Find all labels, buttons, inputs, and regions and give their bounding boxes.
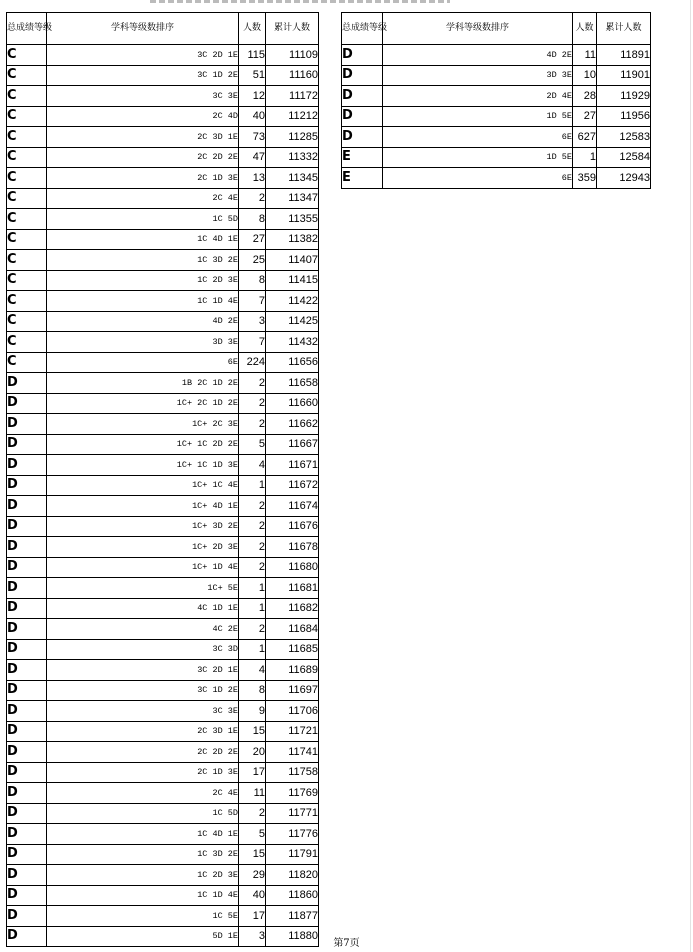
cell-count: 2 [239,496,266,517]
cell-cumulative: 11956 [597,106,651,127]
cell-count: 27 [573,106,597,127]
cell-combo: 1B 2C 1D 2E [47,373,239,394]
cell-cumulative: 11674 [266,496,319,517]
table-row [342,106,651,127]
cell-cumulative: 11877 [266,906,319,927]
header-count: 人数 [573,13,597,45]
cell-count: 15 [239,721,266,742]
cell-cumulative: 11422 [266,291,319,312]
cell-count: 15 [239,844,266,865]
cell-combo: 1C 5D [47,803,239,824]
cell-cumulative: 11680 [266,557,319,578]
cell-cumulative: 11285 [266,127,319,148]
cell-count: 47 [239,147,266,168]
header-grade: 总成绩等级 [7,13,47,45]
cell-count: 2 [239,414,266,435]
cell-combo: 6E [47,352,239,373]
cell-cumulative: 11660 [266,393,319,414]
cell-cumulative: 11791 [266,844,319,865]
cell-grade: D [7,742,47,763]
cell-count: 2 [239,537,266,558]
cell-cumulative: 11721 [266,721,319,742]
cell-grade: C [7,270,47,291]
cell-combo: 2C 2D 2E [47,742,239,763]
table-row [7,291,319,312]
cell-combo: 1C 4D 1E [47,824,239,845]
cell-combo: 2C 1D 3E [47,168,239,189]
cell-count: 2 [239,188,266,209]
cell-count: 3 [239,926,266,947]
cell-combo: 3C 1D 2E [47,65,239,86]
cell-count: 17 [239,762,266,783]
cell-combo: 4D 2E [47,311,239,332]
cell-count: 17 [239,906,266,927]
cell-grade: E [342,168,383,189]
cell-count: 1 [573,147,597,168]
table-row [7,475,319,496]
cell-count: 13 [239,168,266,189]
cell-cumulative: 11109 [266,45,319,66]
cell-combo: 3C 3E [47,701,239,722]
cell-cumulative: 11160 [266,65,319,86]
cell-count: 40 [239,106,266,127]
cell-count: 10 [573,65,597,86]
cell-count: 1 [239,475,266,496]
grade-table-left [6,12,319,947]
cell-count: 2 [239,557,266,578]
cell-grade: D [7,619,47,640]
cell-cumulative: 11741 [266,742,319,763]
cell-count: 51 [239,65,266,86]
cell-grade: D [7,906,47,927]
cell-cumulative: 11880 [266,926,319,947]
cell-combo: 1C+ 1D 4E [47,557,239,578]
cell-cumulative: 11662 [266,414,319,435]
table-row [7,311,319,332]
cell-count: 1 [239,639,266,660]
cell-cumulative: 11172 [266,86,319,107]
table-row [342,127,651,148]
table-row [342,86,651,107]
cell-combo: 1D 5E [383,106,573,127]
cell-cumulative: 11929 [597,86,651,107]
table-row [7,660,319,681]
table-row [7,844,319,865]
table-row [7,865,319,886]
cell-grade: D [7,537,47,558]
cell-grade: D [7,721,47,742]
cell-count: 12 [239,86,266,107]
cell-combo: 1C 4D 1E [47,229,239,250]
cell-combo: 1C 2D 3E [47,270,239,291]
cell-grade: C [7,127,47,148]
table-row [7,701,319,722]
cell-count: 627 [573,127,597,148]
cell-count: 2 [239,803,266,824]
table-row [7,803,319,824]
table-row [7,414,319,435]
table-row [7,86,319,107]
table-row [7,393,319,414]
cell-count: 1 [239,598,266,619]
cell-combo: 3C 3D [47,639,239,660]
table-row [7,270,319,291]
table-row [7,906,319,927]
cell-count: 4 [239,455,266,476]
cell-combo: 2C 2D 2E [47,147,239,168]
cell-combo: 1C+ 5E [47,578,239,599]
cell-combo: 4C 2E [47,619,239,640]
cell-combo: 3C 3E [47,86,239,107]
cell-grade: C [7,311,47,332]
table-row [7,619,319,640]
cell-count: 224 [239,352,266,373]
cell-grade: D [7,393,47,414]
cell-cumulative: 11689 [266,660,319,681]
cell-cumulative: 11769 [266,783,319,804]
cell-grade: D [7,557,47,578]
cell-cumulative: 11656 [266,352,319,373]
cell-combo: 4C 1D 1E [47,598,239,619]
table-row [7,106,319,127]
cell-combo: 2C 4E [47,188,239,209]
cell-grade: D [7,414,47,435]
table-row [7,783,319,804]
table-row [7,434,319,455]
cell-cumulative: 11658 [266,373,319,394]
cell-combo: 6E [383,127,573,148]
cell-combo: 3D 3E [47,332,239,353]
cell-combo: 1D 5E [383,147,573,168]
table-row [7,250,319,271]
cell-cumulative: 11820 [266,865,319,886]
cell-count: 359 [573,168,597,189]
cell-grade: D [342,127,383,148]
cell-cumulative: 11672 [266,475,319,496]
cell-combo: 3D 3E [383,65,573,86]
cell-combo: 1C+ 3D 2E [47,516,239,537]
table-row [7,639,319,660]
table-row [7,188,319,209]
cell-count: 3 [239,311,266,332]
cell-grade: D [342,106,383,127]
table-header-row [342,13,651,45]
cell-count: 7 [239,291,266,312]
cell-grade: D [7,578,47,599]
cell-grade: D [7,496,47,517]
cell-combo: 5D 1E [47,926,239,947]
cell-grade: D [7,783,47,804]
cell-grade: D [7,885,47,906]
table-row [7,127,319,148]
cell-cumulative: 11671 [266,455,319,476]
cell-cumulative: 11860 [266,885,319,906]
table-row [7,352,319,373]
cell-grade: D [342,65,383,86]
cell-grade: C [7,188,47,209]
cell-grade: C [7,65,47,86]
cell-grade: D [7,455,47,476]
table-row [7,332,319,353]
table-row [7,209,319,230]
cell-count: 2 [239,516,266,537]
cell-grade: D [7,660,47,681]
cell-count: 8 [239,209,266,230]
cell-count: 2 [239,393,266,414]
cell-count: 5 [239,434,266,455]
cell-cumulative: 11212 [266,106,319,127]
cell-cumulative: 11697 [266,680,319,701]
cell-grade: C [7,250,47,271]
table-row [342,147,651,168]
cell-grade: D [7,680,47,701]
cell-combo: 1C+ 1C 2D 2E [47,434,239,455]
cell-grade: D [7,926,47,947]
cell-count: 115 [239,45,266,66]
cell-count: 11 [573,45,597,66]
cell-cumulative: 11407 [266,250,319,271]
table-row [7,516,319,537]
cell-count: 2 [239,619,266,640]
cell-combo: 1C 1D 4E [47,291,239,312]
cell-cumulative: 11681 [266,578,319,599]
top-border-fragment [150,0,450,3]
cell-grade: C [7,86,47,107]
table-row [7,229,319,250]
cell-cumulative: 11332 [266,147,319,168]
cell-cumulative: 11676 [266,516,319,537]
cell-cumulative: 11425 [266,311,319,332]
table-row [7,455,319,476]
cell-cumulative: 11685 [266,639,319,660]
cell-count: 4 [239,660,266,681]
cell-count: 73 [239,127,266,148]
cell-combo: 1C 2D 3E [47,865,239,886]
header-combo: 学科等级数排序 [47,13,239,45]
cell-count: 2 [239,373,266,394]
table-row [342,65,651,86]
cell-cumulative: 11758 [266,762,319,783]
cell-grade: C [7,332,47,353]
cell-count: 28 [573,86,597,107]
cell-cumulative: 11415 [266,270,319,291]
cell-combo: 3C 2D 1E [47,660,239,681]
cell-combo: 1C+ 1C 4E [47,475,239,496]
cell-grade: C [7,45,47,66]
cell-combo: 1C 1D 4E [47,885,239,906]
cell-grade: C [7,352,47,373]
cell-cumulative: 11891 [597,45,651,66]
cell-combo: 1C 5D [47,209,239,230]
cell-cumulative: 12943 [597,168,651,189]
cell-grade: D [7,865,47,886]
header-count: 人数 [239,13,266,45]
table-row [7,496,319,517]
header-grade: 总成绩等级 [342,13,383,45]
table-row [7,742,319,763]
table-row [7,578,319,599]
cell-grade: C [7,106,47,127]
cell-grade: C [7,168,47,189]
header-cumulative: 累计人数 [266,13,319,45]
cell-combo: 2C 1D 3E [47,762,239,783]
table-row [7,885,319,906]
table-row [7,680,319,701]
cell-grade: D [342,45,383,66]
cell-count: 1 [239,578,266,599]
cell-cumulative: 11432 [266,332,319,353]
cell-combo: 1C 3D 2E [47,844,239,865]
cell-cumulative: 11776 [266,824,319,845]
cell-combo: 3C 1D 2E [47,680,239,701]
cell-grade: D [7,475,47,496]
table-row [7,65,319,86]
table-row [7,824,319,845]
table-row [7,373,319,394]
table-row [342,168,651,189]
table-row [342,45,651,66]
cell-grade: D [7,824,47,845]
cell-count: 25 [239,250,266,271]
page-edge-line [690,0,691,952]
cell-cumulative: 11382 [266,229,319,250]
cell-count: 5 [239,824,266,845]
cell-cumulative: 11667 [266,434,319,455]
cell-grade: C [7,147,47,168]
cell-count: 9 [239,701,266,722]
cell-grade: D [7,762,47,783]
cell-combo: 2C 3D 1E [47,127,239,148]
table-row [7,598,319,619]
cell-grade: D [7,598,47,619]
page-number: 第7页 [333,938,360,949]
cell-count: 8 [239,270,266,291]
table-row [7,168,319,189]
cell-grade: D [7,803,47,824]
cell-grade: D [7,434,47,455]
cell-combo: 2C 4D [47,106,239,127]
header-cumulative: 累计人数 [597,13,651,45]
cell-grade: D [7,701,47,722]
cell-grade: E [342,147,383,168]
cell-count: 11 [239,783,266,804]
cell-count: 8 [239,680,266,701]
cell-combo: 1C 3D 2E [47,250,239,271]
cell-count: 7 [239,332,266,353]
cell-grade: D [7,516,47,537]
cell-combo: 1C+ 2C 3E [47,414,239,435]
cell-combo: 1C+ 4D 1E [47,496,239,517]
cell-combo: 3C 2D 1E [47,45,239,66]
table-row [7,557,319,578]
table-row [7,721,319,742]
cell-grade: D [7,373,47,394]
cell-cumulative: 11678 [266,537,319,558]
cell-cumulative: 11347 [266,188,319,209]
cell-count: 20 [239,742,266,763]
cell-cumulative: 11706 [266,701,319,722]
cell-grade: C [7,209,47,230]
cell-cumulative: 11682 [266,598,319,619]
header-combo: 学科等级数排序 [383,13,573,45]
cell-cumulative: 11355 [266,209,319,230]
cell-grade: C [7,229,47,250]
cell-count: 40 [239,885,266,906]
table-header-row [7,13,319,45]
table-row [7,45,319,66]
table-row [7,537,319,558]
cell-cumulative: 12584 [597,147,651,168]
cell-cumulative: 12583 [597,127,651,148]
cell-combo: 6E [383,168,573,189]
cell-count: 29 [239,865,266,886]
cell-grade: D [7,844,47,865]
grade-table-right [341,12,651,189]
cell-cumulative: 11901 [597,65,651,86]
cell-count: 27 [239,229,266,250]
table-row [7,147,319,168]
cell-combo: 2D 4E [383,86,573,107]
cell-grade: C [7,291,47,312]
cell-grade: D [7,639,47,660]
cell-combo: 2C 4E [47,783,239,804]
cell-combo: 1C 5E [47,906,239,927]
cell-grade: D [342,86,383,107]
cell-combo: 1C+ 2C 1D 2E [47,393,239,414]
cell-cumulative: 11684 [266,619,319,640]
cell-combo: 1C+ 1C 1D 3E [47,455,239,476]
cell-cumulative: 11345 [266,168,319,189]
cell-cumulative: 11771 [266,803,319,824]
cell-combo: 1C+ 2D 3E [47,537,239,558]
cell-combo: 4D 2E [383,45,573,66]
table-row [7,762,319,783]
cell-combo: 2C 3D 1E [47,721,239,742]
